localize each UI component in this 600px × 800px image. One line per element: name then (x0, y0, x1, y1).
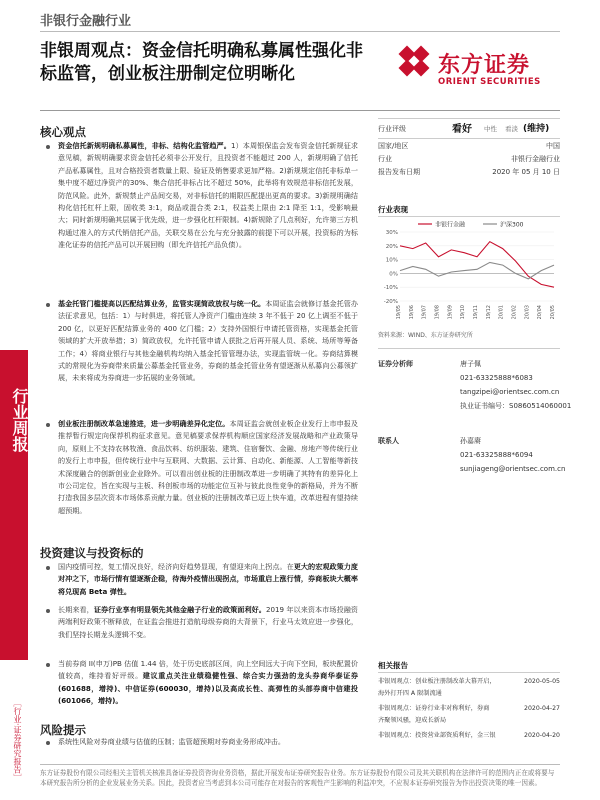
inv-p2-pre: 长期来看， (58, 605, 94, 614)
core-p3-lead: 创业板注册制改革急速推进，进一步明确差异化定位。 (58, 419, 230, 428)
core-paragraph-2 (58, 298, 358, 385)
x-tick-label: 20/01 (498, 305, 505, 320)
inv-p1-pre: 国内疫情可控，复工情况良好，经济向好趋势显现，有望迎来向上拐点。在 (58, 562, 294, 571)
report-type-label: 行业周报 (10, 388, 29, 452)
risk-heading: 风险提示 (40, 723, 86, 737)
y-tick-label: 10% (385, 257, 398, 264)
x-tick-label: 19/10 (460, 305, 467, 320)
x-tick-label: 20/05 (550, 305, 556, 320)
info-row-date (378, 167, 560, 178)
x-tick-label: 19/12 (485, 305, 492, 320)
y-tick-label: -20% (383, 299, 398, 305)
related-title[interactable]: 非银周观点：投资营业部资质利好，金三银 (378, 732, 496, 739)
inv-p2-bold: 证券行业享有明显领先其他金融子行业的政策面利好。 (93, 605, 266, 614)
bullet (46, 423, 50, 427)
bullet (46, 663, 50, 667)
related-rule (378, 672, 560, 673)
analyst-phone: 021-63325888*6083 (460, 374, 533, 382)
related-item[interactable] (378, 688, 560, 699)
rating-opt-neutral: 中性 (484, 125, 497, 133)
core-paragraph-3 (58, 418, 358, 517)
core-p1-lead: 资金信托新规明确私募属性，非标、结构化监管趋严。 (58, 141, 231, 150)
chart-source: 资料来源：WIND、东方证券研究所 (378, 332, 473, 339)
x-tick-label: 20/02 (511, 305, 518, 320)
analyst-email[interactable]: tangzipei@orientsec.com.cn (460, 388, 560, 396)
x-tick-label: 19/09 (447, 305, 454, 320)
inv-p3-pre: 当前券商 II(申万)PB 估值 1.44 倍，处于历史底部区间，向上空间远大于向下空间，板块配置价值较高，维持看好评级。 (58, 659, 358, 681)
related-date: 2020-04-20 (524, 732, 560, 739)
investment-heading: 投资建议与投资标的 (40, 546, 144, 560)
risk-item: 系统性风险对券商业绩与估值的压制；监管超预期对券商业务形成冲击。 (58, 737, 285, 746)
investment-paragraph-2 (58, 604, 358, 641)
analyst-rule (378, 348, 560, 349)
logo-text-cn: 东方证券 (438, 53, 531, 78)
series-line-0 (400, 242, 554, 288)
core-paragraph-1 (58, 140, 358, 252)
inv-p3-bold: 建议重点关注业绩稳健性强、综合实力强劲的龙头券商华泰证券(601688，增持)、中信证券(600030，增持)以及高成长性、高弹性的头部券商中信建投(601066，增持)。 (58, 671, 359, 706)
series-line-1 (400, 262, 554, 279)
orient-logo-icon (397, 44, 431, 78)
legend-label-hs300: 沪深300 (500, 221, 524, 229)
performance-rule (378, 216, 560, 217)
x-tick-label: 20/04 (537, 305, 544, 320)
related-date: 2020-05-05 (524, 678, 560, 685)
x-tick-label: 19/07 (421, 305, 428, 320)
y-tick-label: 20% (385, 243, 398, 250)
y-tick-label: -10% (383, 285, 398, 292)
investment-paragraph-1 (58, 561, 358, 598)
footer-disclaimer: 东方证券股份有限公司经相关主管机关核准具备证券投资咨询业务资格，据此开展发布证券研究报告业务。东方证券股份有限公司及其关联机构在法律许可的范围内正在或将要与本研究报告所分析的企业发展业务关系。因此，投资者应当考虑到本公司可能存在对报告的客观性产生影响的利益冲突，不应视本证券研究报告为作出投资决策的唯一因素。 (40, 769, 555, 787)
analyst-name: 唐子佩 (460, 360, 481, 368)
contact-email[interactable]: sunjiageng@orientsec.com.cn (460, 465, 566, 473)
inv-p1-bold: 更大的宏观政策力度对冲之下，市场行情有望逐渐企稳，待海外疫情出现拐点，市场重启上涨行情，券商板块大概率将兑现高 Beta 弹性。 (58, 562, 359, 596)
analyst-cert: 执业证书编号：S0860514060001 (460, 402, 572, 410)
performance-heading: 行业表现 (378, 205, 408, 214)
contact-name: 孙嘉赓 (460, 437, 481, 445)
rating-opt-negative: 看淡 (505, 125, 518, 133)
inv-p2-post: 2019 年以来资本市场投融资两端利好政策不断释放，在证监会推进打造航母级券商的大背景下，行业马太效应进一步强化，我们坚持长期龙头逻辑不变。 (58, 605, 359, 639)
bullet (46, 303, 50, 307)
bullet (46, 609, 50, 613)
y-tick-label: 30% (385, 230, 398, 236)
bullet (46, 145, 50, 149)
rating-bottom-rule (378, 138, 560, 139)
top-divider (40, 31, 560, 32)
related-item[interactable] (378, 715, 560, 726)
core-p2-lead: 基金托管门槛提高以匹配结算业务，监管实现简政放权与统一化。 (58, 299, 266, 308)
related-item[interactable] (378, 676, 560, 687)
header-rule (40, 110, 560, 111)
related-heading: 相关报告 (378, 661, 408, 670)
rating-top-rule (378, 118, 560, 119)
info-row-country (378, 141, 560, 152)
y-tick-label: 0% (389, 271, 398, 278)
contact-role: 联系人 (378, 437, 399, 445)
related-title[interactable]: 海外打开四 A 限制流通 (378, 690, 442, 697)
x-tick-label: 19/08 (434, 305, 441, 320)
performance-chart (378, 218, 560, 323)
info-key: 报告发布日期 (378, 168, 420, 176)
x-tick-label: 19/05 (396, 305, 402, 320)
report-title: 非银周观点：资金信托明确私募属性强化非标监管，创业板注册制定位明晰化 (40, 41, 363, 84)
logo-text-en: ORIENT SECURITIES (438, 77, 541, 87)
core-p2-body: 本周证监会就修订基金托管办法征求意见，包括：1）与时俱进，将托管人净资产门槛由连续 3 年不低于 20 亿上调至不低于 200 亿，以更好匹配结算业务的 400 亿门槛；2）支持外国银行申请托管资格，实现基金托管领域的扩大开放举措；3）简政放权，允许托管申请人获批之后再开展人员、系统、场所等筹备工作；4）将商业银行与其他金融机构均纳入基金托管管理办法，实现监管统一化。券商结算模式的常规化为券商带来质量公募基金托管业务，券商的基金托管业务有望逐渐从私募向公募领扩展，未来将成为券商进一步拓展的业务领域。 (58, 299, 359, 383)
sector-label: 非银行金融行业 (40, 14, 132, 29)
related-date: 2020-04-27 (524, 705, 560, 712)
related-item[interactable] (378, 703, 560, 714)
core-p1-body: 1）本周银保监会发布资金信托新规征求意见稿，新规明确要求资金信托必须非公开发行，且投资者不能超过 200 人，新规明确了信托产品私募属性，且对合格投资者数量上限、验证及销售要求更加严格。2)新规规定信托非标单一集中度不超过净资产的30%、集合信托非标占比不超过 50%，此举将有效规范非标信托发展，防范风险。此外，新规禁止产品间交易，对非标信托的期限匹配提出更高的要求。3)新规明确结构化信托杠杆上限，固收类 3:1，商品或混合类 2:1，权益类上限由 2:1 降至 1:1，受影响最大；同时新规明确其层属于优先级，进一步强化杠杆限制。4)新规除了几点利好，允许第三方机构通过准入的方式代销信托产品，关联交易在公允与充分披露的前提下可以开展，投资标的为标准化证券的信托产品可以开展回购（即允许信托产品负债）。 (58, 141, 358, 250)
related-title[interactable]: 齐聚领风骚，迎成长新局 (378, 717, 447, 724)
report-category-tag: ［行业·证券研究报告］ (13, 698, 22, 782)
core-p3-body: 本周证监会就创业板企业发行上市申报及推荐暂行规定向保荐机构征求意见。意见稿要求保荐机构顺应国家经济发展战略和产业政策导向，原则上不支持农林牧渔、食品饮料、纺织服装、建筑、住宿餐饮、金融、房地产等传统行业的发行上市申报，但传统行业中与互联网、大数据、云计算、自动化、新能源、人工智能等新技术深度融合的创新创业企业除外。可以看出创业板的注册制改革进一步明确了其特有的差异化上市公司定位，旨在实现与主板、科创板市场的功能定位互补与彼此良性竞争的新格局，并为不断打造我国多层次资本市场体系贡献力量。创业板的注册制改革已迈上快车道，改革进程有望持续超预期。 (58, 419, 359, 515)
contact-phone: 021-63325888*6094 (460, 451, 533, 459)
info-key: 国家/地区 (378, 142, 409, 150)
x-tick-label: 19/06 (408, 305, 415, 320)
rating-value: 看好 (452, 124, 472, 135)
analyst-role: 证券分析师 (378, 360, 413, 368)
x-tick-label: 19/11 (473, 305, 479, 320)
related-title[interactable]: 非银周观点：创业板注册制改革大幕开启， (378, 678, 496, 685)
x-tick-label: 20/03 (524, 305, 531, 320)
bullet (46, 741, 50, 745)
core-view-heading: 核心观点 (40, 125, 86, 139)
rating-status: (维持) (523, 124, 550, 134)
investment-paragraph-3 (58, 658, 358, 708)
info-key: 行业 (378, 155, 392, 163)
related-item[interactable] (378, 730, 560, 741)
info-value: 中国 (546, 142, 560, 150)
rating-label: 行业评级 (378, 125, 406, 133)
info-value: 2020 年 05 月 10 日 (492, 168, 560, 176)
legend-label-nonbank: 非银行金融 (435, 221, 466, 229)
bullet (46, 566, 50, 570)
info-value: 非银行金融行业 (511, 155, 560, 163)
related-title[interactable]: 非银周观点：证券行业非对称利好，券商 (378, 705, 490, 712)
info-row-industry (378, 154, 560, 165)
footer-rule (40, 764, 560, 765)
